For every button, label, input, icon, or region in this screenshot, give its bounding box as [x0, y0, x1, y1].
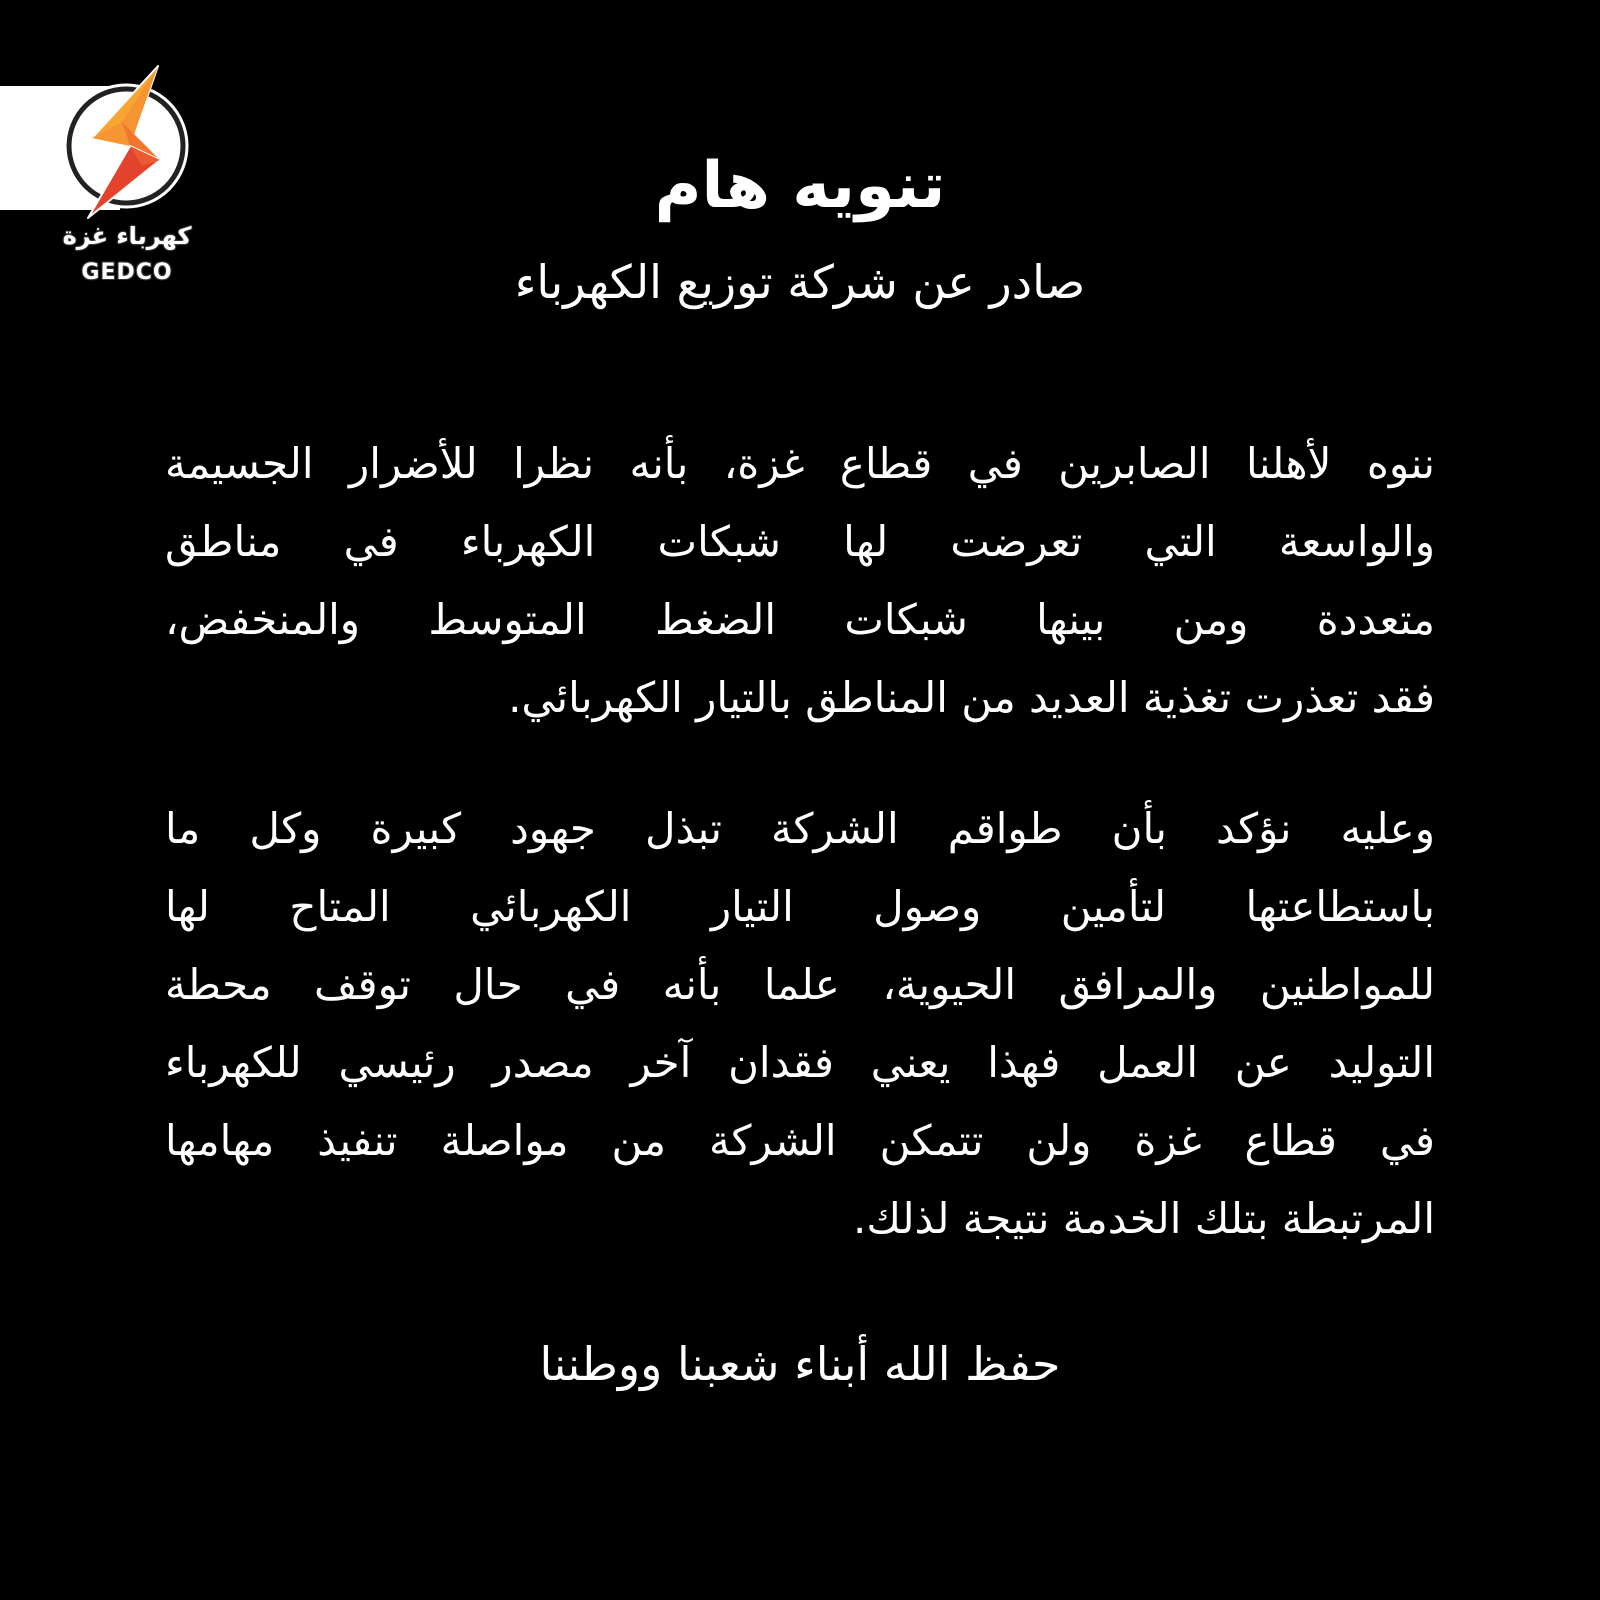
- page-subtitle: صادر عن شركة توزيع الكهرباء: [514, 255, 1086, 309]
- paragraph-line: في قطاع غزة ولن تتمكن الشركة من مواصلة تنفيذ مهامها: [165, 1116, 1435, 1165]
- paragraph-line: التوليد عن العمل فهذا يعني فقدان آخر مصدر رئيسي للكهرباء: [165, 1038, 1435, 1087]
- paragraph-line: ننوه لأهلنا الصابرين في قطاع غزة، بأنه نظرا للأضرار الجسيمة: [165, 439, 1435, 488]
- page-title: تنويه هام: [654, 149, 946, 223]
- paragraph-line: باستطاعتها لتأمين وصول التيار الكهربائي المتاح لها: [165, 882, 1435, 931]
- closing-prayer: حفظ الله أبناء شعبنا ووطننا: [539, 1337, 1061, 1391]
- logo-english-name: GEDCO: [81, 260, 173, 285]
- paragraph-2: [165, 790, 1435, 1258]
- paragraph-line: المرتبطة بتلك الخدمة نتيجة لذلك.: [852, 1194, 1435, 1243]
- paragraph-line: والواسعة التي تعرضت لها شبكات الكهرباء في مناطق: [165, 517, 1435, 566]
- paragraph-line: متعددة ومن بينها شبكات الضغط المتوسط والمنخفض،: [165, 595, 1435, 644]
- paragraph-line: فقد تعذرت تغذية العديد من المناطق بالتيار الكهربائي.: [508, 673, 1435, 722]
- paragraph-line: للمواطنين والمرافق الحيوية، علما بأنه في حال توقف محطة: [165, 960, 1435, 1009]
- logo-arabic-name: كهرباء غزة: [62, 222, 192, 250]
- paragraph-line: وعليه نؤكد بأن طواقم الشركة تبذل جهود كبيرة وكل ما: [165, 804, 1435, 853]
- paragraph-1: [165, 425, 1435, 737]
